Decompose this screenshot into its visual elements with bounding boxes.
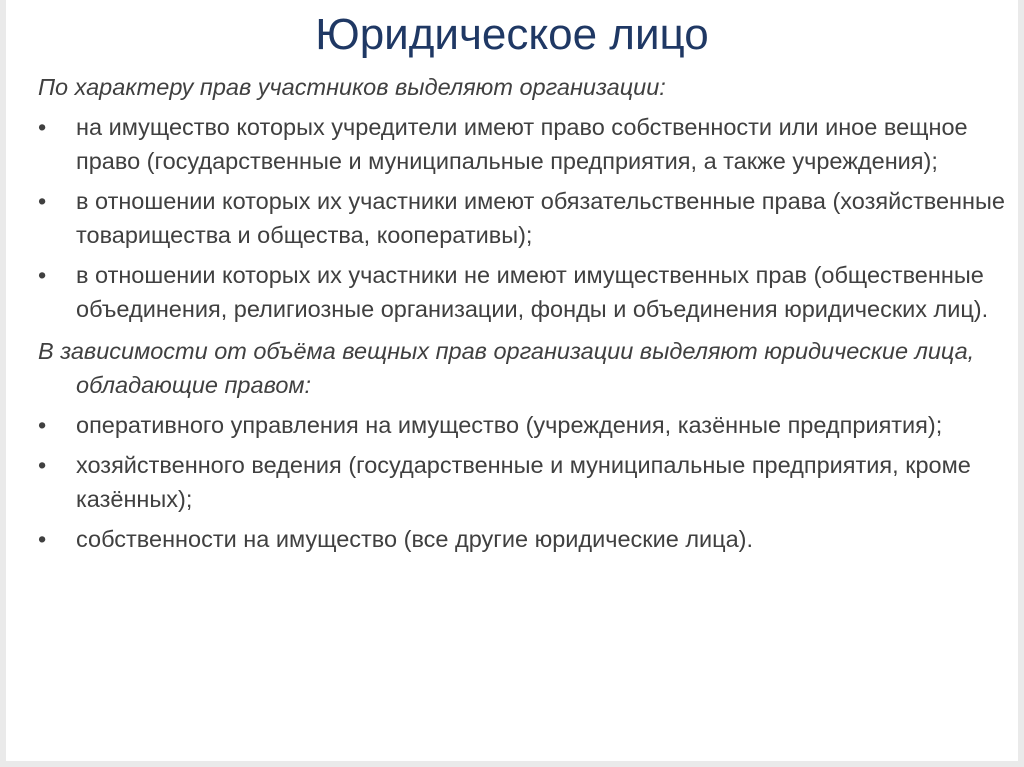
bullet-icon: • bbox=[38, 526, 47, 552]
bullet-icon: • bbox=[38, 262, 47, 288]
list-item-text: в отношении которых их участники не имеют имущественных прав (общественные объединения, религиозные организации, фонды и объединения юридических лиц). bbox=[76, 262, 989, 322]
bullet-icon: • bbox=[38, 412, 47, 438]
list-item bbox=[38, 258, 1008, 326]
slide-content bbox=[38, 70, 1008, 562]
bullet-icon: • bbox=[38, 188, 47, 214]
section-heading-rights: По характеру прав участников выделяют организации: bbox=[38, 74, 666, 100]
section-heading-property-rights: В зависимости от объёма вещных прав организации выделяют юридические лица, обладающие правом: bbox=[38, 338, 975, 398]
list-item bbox=[38, 522, 1008, 556]
bullet-icon: • bbox=[38, 114, 47, 140]
list-item-text: в отношении которых их участники имеют обязательственные права (хозяйственные товарищества и общества, кооперативы); bbox=[76, 188, 1005, 248]
list-item bbox=[38, 110, 1008, 178]
list-item-text: собственности на имущество (все другие юридические лица). bbox=[76, 526, 754, 552]
list-item bbox=[38, 184, 1008, 252]
list-item-text: хозяйственного ведения (государственные и муниципальные предприятия, кроме казённых); bbox=[76, 452, 971, 512]
bullet-list-property-rights bbox=[38, 408, 1008, 556]
list-item-text: на имущество которых учредители имеют право собственности или иное вещное право (государственные и муниципальные предприятия, а также учреждения); bbox=[76, 114, 968, 174]
bullet-list-rights bbox=[38, 110, 1008, 326]
list-item bbox=[38, 448, 1008, 516]
bullet-icon: • bbox=[38, 452, 47, 478]
list-item bbox=[38, 408, 1008, 442]
slide-title: Юридическое лицо bbox=[315, 10, 709, 59]
list-item-text: оперативного управления на имущество (учреждения, казённые предприятия); bbox=[76, 412, 943, 438]
